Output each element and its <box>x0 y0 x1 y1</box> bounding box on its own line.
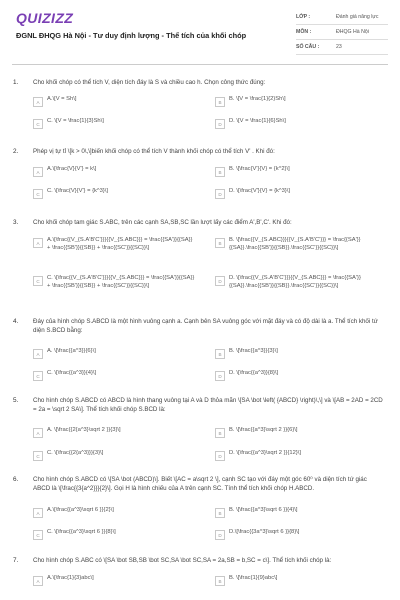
option-c[interactable] <box>33 450 197 461</box>
question-number: 7. <box>13 557 19 564</box>
option-letter-box: A <box>33 428 43 438</box>
option-d[interactable] <box>215 370 379 381</box>
option-letter-box: D <box>215 276 225 286</box>
option-letter-box: B <box>215 238 225 248</box>
option-letter-box: A <box>33 508 43 518</box>
header <box>0 0 400 64</box>
info-row-class <box>296 10 388 25</box>
option-a[interactable] <box>33 507 197 518</box>
option-text: C. \[V = \frac{1}{3}Sh\] <box>47 118 104 124</box>
option-text: B. \[\frac{{a^3}\sqrt 6 }}{4}\] <box>229 507 298 513</box>
option-text: B. \[\frac{1}{9}abc\] <box>229 575 278 581</box>
question-text: Cho hình chóp S.ABC có \[SA \bot SB,SB \bot SC,SA \bot SC,SA = 2a,SB = b,SC = c\]. Thể tích khối chóp là: <box>33 557 332 564</box>
info-key: LỚP : <box>296 14 311 20</box>
info-row-count <box>296 40 388 55</box>
quizizz-logo: QUIZIZZ <box>16 10 74 26</box>
option-letter-box: D <box>215 451 225 461</box>
option-text: A.\[\frac{{a^3}\sqrt 6 }}{2}\] <box>47 507 114 513</box>
option-text: B. \[V = \frac{1}{2}Sh\] <box>229 96 286 102</box>
option-letter-box: B <box>215 428 225 438</box>
option-b[interactable] <box>215 237 379 253</box>
option-letter-box: C <box>33 119 43 129</box>
option-a[interactable] <box>33 575 197 586</box>
option-text: A.\[\frac{{V_{S.A'B'C'}}}{{V_{S.ABC}}} = \frac{{SA'}}{{SA}} + \frac{{SB'}}{{SB}} + \frac{{SC'}}{{SC}}\] <box>47 237 193 251</box>
question-number: 5. <box>13 397 19 404</box>
option-a[interactable] <box>33 427 197 438</box>
option-text: D. \[\frac{{V_{S.A'B'C'}}}{{V_{S.ABC}}} = \frac{{SA'}}{{SA}}.\frac{{SB'}}{{SB}}.\frac{{SC'}}{{SC}}\] <box>229 275 361 289</box>
option-b[interactable] <box>215 575 379 586</box>
question-text: Cho hình chóp S.ABCD có \[SA \bot (ABCD)\]. Biết \[AC = a\sqrt 2 \], cạnh SC tạo với đáy một góc 60⁰ và diện tích tứ giác ABCD là \[\frac{{3{a^2}}}{2}\]. Gọi H là hình chiếu của A trên cạnh SC. Tính thể tích khối chóp H.ABCD. <box>33 476 367 492</box>
option-a[interactable] <box>33 237 197 253</box>
option-letter-box: D <box>215 530 225 540</box>
info-key: MÔN : <box>296 29 312 35</box>
option-a[interactable] <box>33 166 197 177</box>
option-b[interactable] <box>215 166 379 177</box>
option-d[interactable] <box>215 275 379 291</box>
option-b[interactable] <box>215 96 379 107</box>
header-divider <box>12 64 388 65</box>
option-text: D. \[\frac{{a^3}}{8}\] <box>229 370 279 376</box>
question-number: 6. <box>13 476 19 483</box>
option-text: B. \[\frac{{a^3}\sqrt 2 }}{6}\] <box>229 427 298 433</box>
option-letter-box: C <box>33 189 43 199</box>
question-text: Cho khối chóp có thể tích V, diện tích đáy là S và chiều cao h. Chọn công thức đúng: <box>33 79 266 86</box>
question-number: 1. <box>13 79 19 86</box>
option-letter-box: C <box>33 276 43 286</box>
option-letter-box: D <box>215 189 225 199</box>
option-letter-box: B <box>215 576 225 586</box>
option-text: D.\[\frac{{3a^3}\sqrt 6 }}{8}\] <box>229 529 300 535</box>
info-value: 23 <box>336 44 342 50</box>
option-text: C. \[\frac{{2{a^3}}}{3}\] <box>47 450 104 456</box>
option-text: B. \[\frac{{a^3}}{3}\] <box>229 348 278 354</box>
option-text: A. \[\frac{{2{a^3}\sqrt 2 }}{3}\] <box>47 427 121 433</box>
option-b[interactable] <box>215 427 379 438</box>
option-letter-box: D <box>215 371 225 381</box>
question-number: 4. <box>13 318 19 325</box>
option-text: A.\[\frac{1}{3}abc\] <box>47 575 94 581</box>
option-text: C. \[\frac{{a^3}}{4}\] <box>47 370 97 376</box>
option-letter-box: A <box>33 238 43 248</box>
option-c[interactable] <box>33 370 197 381</box>
option-text: A.\[\frac{V}{V'} = k\] <box>47 166 97 172</box>
option-letter-box: D <box>215 119 225 129</box>
option-text: A. \[\frac{{a^3}}{6}\] <box>47 348 96 354</box>
option-letter-box: B <box>215 97 225 107</box>
option-text: B. \[\frac{V'}{V} = {k^2}\] <box>229 166 290 172</box>
question-text: Cho khối chóp tam giác S.ABC, trên các cạnh SA,SB,SC lần lượt lấy các điểm A',B',C'. Khi đó: <box>33 219 292 226</box>
option-d[interactable] <box>215 118 379 129</box>
option-letter-box: B <box>215 167 225 177</box>
info-row-subject <box>296 25 388 40</box>
info-table <box>296 10 388 55</box>
option-letter-box: A <box>33 97 43 107</box>
option-text: B. \[\frac{{V_{S.ABC}}}{{V_{S.A'B'C'}}} = \frac{{SA'}}{{SA}}.\frac{{SB'}}{{SB}}.\frac{{SC'}}{{SC}}\] <box>229 237 361 251</box>
option-text: A.\[V = Sh\] <box>47 96 77 102</box>
option-a[interactable] <box>33 96 197 107</box>
question-text: Phép vị tự tỉ \[k > 0\,\]biến khối chóp có thể tích V thành khối chóp có thể tích V' . Khi đó: <box>33 148 275 155</box>
option-letter-box: B <box>215 508 225 518</box>
question-number: 2. <box>13 148 19 155</box>
question-text: Đáy của hình chóp S.ABCD là một hình vuông cạnh a. Cạnh bên SA vuông góc với mặt đáy và có độ dài là a. Thể tích khối tứ diện S.BCD bằng: <box>33 318 378 334</box>
option-c[interactable] <box>33 275 197 291</box>
option-d[interactable] <box>215 450 379 461</box>
info-value: Đánh giá năng lực <box>336 14 379 20</box>
option-c[interactable] <box>33 188 197 199</box>
option-letter-box: C <box>33 530 43 540</box>
option-text: D. \[\frac{V'}{V} = {k^3}\] <box>229 188 291 194</box>
option-letter-box: C <box>33 451 43 461</box>
info-key: SỐ CÂU : <box>296 44 320 50</box>
question-text: Cho hình chóp S.ABCD có ABCD là hình thang vuông tại A và D thỏa mãn \[SA \bot \left( {ABCD} \right)\,\] và \[AB = 2AD = 2CD = 2a = \sqrt 2 SA\]. Thể tích khối chóp S.BCD là: <box>33 397 383 413</box>
option-text: C. \[\frac{{V_{S.A'B'C'}}}{{V_{S.ABC}}} = \frac{{SA'}}{{SA}} + \frac{{SB'}}{{SB}} + \frac{{SC'}}{{SC}}\] <box>47 275 195 289</box>
option-d[interactable] <box>215 188 379 199</box>
option-letter-box: B <box>215 349 225 359</box>
option-text: C. \[\frac{{a^3}\sqrt 6 }}{8}\] <box>47 529 116 535</box>
option-c[interactable] <box>33 118 197 129</box>
option-text: D. \[V = \frac{1}{6}Sh\] <box>229 118 286 124</box>
option-b[interactable] <box>215 348 379 359</box>
question-number: 3. <box>13 219 19 226</box>
info-value: ĐHQG Hà Nội <box>336 29 369 35</box>
option-c[interactable] <box>33 529 197 540</box>
option-letter-box: A <box>33 349 43 359</box>
option-letter-box: C <box>33 371 43 381</box>
option-letter-box: A <box>33 576 43 586</box>
option-a[interactable] <box>33 348 197 359</box>
option-text: D. \[\frac{{a^3}\sqrt 2 }}{12}\] <box>229 450 302 456</box>
option-b[interactable] <box>215 507 379 518</box>
document-title: ĐGNL ĐHQG Hà Nội - Tư duy định lượng - Thể tích của khối chóp <box>16 31 247 40</box>
option-d[interactable] <box>215 529 379 540</box>
option-text: C. \[\frac{V}{V'} = {k^3}\] <box>47 188 109 194</box>
option-letter-box: A <box>33 167 43 177</box>
